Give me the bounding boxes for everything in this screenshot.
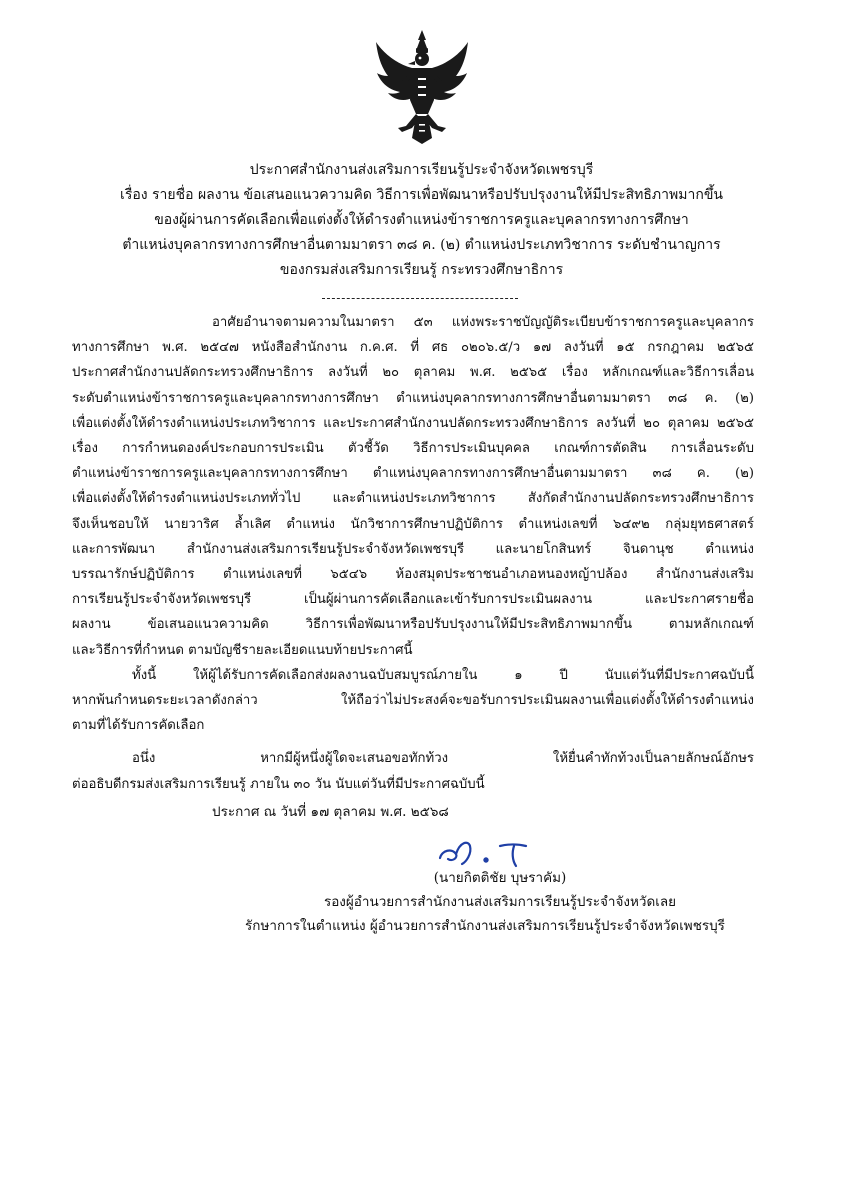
body-line: อาศัยอำนาจตามความในมาตรา ๕๓ แห่งพระราชบัญญัติระเบียบข้าราชการครูและบุคลากร (212, 315, 754, 330)
body-line: เพื่อแต่งตั้งให้ดำรงตำแหน่งประเภทวิชาการ และประกาศสำนักงานปลัดกระทรวงศึกษาธิการ ลงวันที่ ๒๐ ตุลาคม ๒๕๖๕ (72, 415, 754, 431)
heading-line-4: ตำแหน่งบุคลากรทางการศึกษาอื่นตามมาตรา ๓๘ ค. (๒) ตำแหน่งประเภทวิชาการ ระดับชำนาญการ (122, 237, 721, 253)
body-line: ต่ออธิบดีกรมส่งเสริมการเรียนรู้ ภายใน ๓๐ วัน นับแต่วันที่มีประกาศฉบับนี้ (72, 776, 485, 792)
declaration-date: ประกาศ ณ วันที่ ๑๗ ตุลาคม พ.ศ. ๒๕๖๘ (212, 804, 449, 820)
heading-line-3: ของผู้ผ่านการคัดเลือกเพื่อแต่งตั้งให้ดำรงตำแหน่งข้าราชการครูและบุคลากรทางการศึกษา (154, 212, 689, 228)
body-line: ตำแหน่งข้าราชการครูและบุคลากรทางการศึกษา ตำแหน่งบุคลากรทางการศึกษาอื่นตามมาตรา ๓๘ ค. (๒) (72, 466, 754, 482)
body-line: หากพ้นกำหนดระยะเวลาดังกล่าว ให้ถือว่าไม่ประสงค์จะขอรับการประเมินผลงานเพื่อแต่งตั้งให้ดำรงตำแหน่ง (72, 693, 754, 709)
body-line: และการพัฒนา สำนักงานส่งเสริมการเรียนรู้ประจำจังหวัดเพชรบุรี และนายโกสินทร์ จินดานุช ตำแหน่ง (72, 541, 754, 557)
body-line: เพื่อแต่งตั้งให้ดำรงตำแหน่งประเภททั่วไป และตำแหน่งประเภทวิชาการ สังกัดสำนักงานปลัดกระทรวงศึกษาธิการ (72, 491, 754, 507)
body-line: ตามที่ได้รับการคัดเลือก (72, 718, 205, 734)
body-line: จึงเห็นชอบให้ นายวาริศ ล้ำเลิศ ตำแหน่ง นักวิชาการศึกษาปฏิบัติการ ตำแหน่งเลขที่ ๖๔๙๒ กลุ่มยุทธศาสตร์ (72, 516, 754, 532)
announcement-heading (80, 158, 763, 283)
signer-acting-title: รักษาการในตำแหน่ง ผู้อำนวยการสำนักงานส่งเสริมการเรียนรู้ประจำจังหวัดเพชรบุรี (245, 918, 725, 934)
body-line: บรรณารักษ์ปฏิบัติการ ตำแหน่งเลขที่ ๖๕๔๖ ห้องสมุดประชาชนอำเภอหนองหญ้าปล้อง สำนักงานส่งเสริม (72, 567, 754, 583)
body-line: ระดับตำแหน่งข้าราชการครูและบุคลากรทางการศึกษา ตำแหน่งบุคลากรทางการศึกษาอื่นตามมาตรา ๓๘ ค. (๒) (72, 390, 754, 406)
announcement-body (72, 310, 754, 797)
body-line: เรื่อง การกำหนดองค์ประกอบการประเมิน ตัวชี้วัด วิธีการประเมินบุคคล เกณฑ์การตัดสิน การเลื่อนระดับ (72, 441, 754, 457)
garuda-emblem-icon (372, 28, 472, 146)
body-line: อนึ่ง หากมีผู้หนึ่งผู้ใดจะเสนอขอทักท้วง ให้ยื่นคำทักท้วงเป็นลายลักษณ์อักษร (132, 751, 754, 767)
heading-subject: เรื่อง รายชื่อ ผลงาน ข้อเสนอแนวความคิด วิธีการเพื่อพัฒนาหรือปรับปรุงงานให้มีประสิทธิภาพมากขึ้น (120, 187, 723, 203)
signer-title: รองผู้อำนวยการสำนักงานส่งเสริมการเรียนรู้ประจำจังหวัดเลย (323, 894, 677, 910)
signer-block (245, 866, 750, 938)
heading-divider (322, 298, 518, 299)
body-line: ทั้งนี้ ให้ผู้ได้รับการคัดเลือกส่งผลงานฉบับสมบูรณ์ภายใน ๑ ปี นับแต่วันที่มีประกาศฉบับนี้ (132, 667, 754, 683)
body-line: การเรียนรู้ประจำจังหวัดเพชรบุรี เป็นผู้ผ่านการคัดเลือกและเข้ารับการประเมินผลงาน และประกาศรายชื่อ (72, 592, 754, 608)
body-line: และวิธีการที่กำหนด ตามบัญชีรายละเอียดแนบท้ายประกาศนี้ (72, 642, 413, 658)
signer-name: (นายกิตติชัย บุษราคัม) (433, 870, 567, 886)
heading-line-5: ของกรมส่งเสริมการเรียนรู้ กระทรวงศึกษาธิการ (279, 262, 564, 278)
heading-office: ประกาศสำนักงานส่งเสริมการเรียนรู้ประจำจังหวัดเพชรบุรี (249, 162, 594, 178)
body-line: ประกาศสำนักงานปลัดกระทรวงศึกษาธิการ ลงวันที่ ๒๐ ตุลาคม พ.ศ. ๒๕๖๕ เรื่อง หลักเกณฑ์และวิธีการเลื่อน (72, 365, 754, 381)
body-line: ผลงาน ข้อเสนอแนวความคิด วิธีการเพื่อพัฒนาหรือปรับปรุงงานให้มีประสิทธิภาพมากขึ้น ตามหลักเกณฑ์ (72, 617, 754, 633)
body-line: ทางการศึกษา พ.ศ. ๒๕๔๗ หนังสือสำนักงาน ก.ค.ศ. ที่ ศธ ๐๒๐๖.๕/ว ๑๗ ลงวันที่ ๑๕ กรกฎาคม ๒๕๖๕ (72, 340, 754, 356)
